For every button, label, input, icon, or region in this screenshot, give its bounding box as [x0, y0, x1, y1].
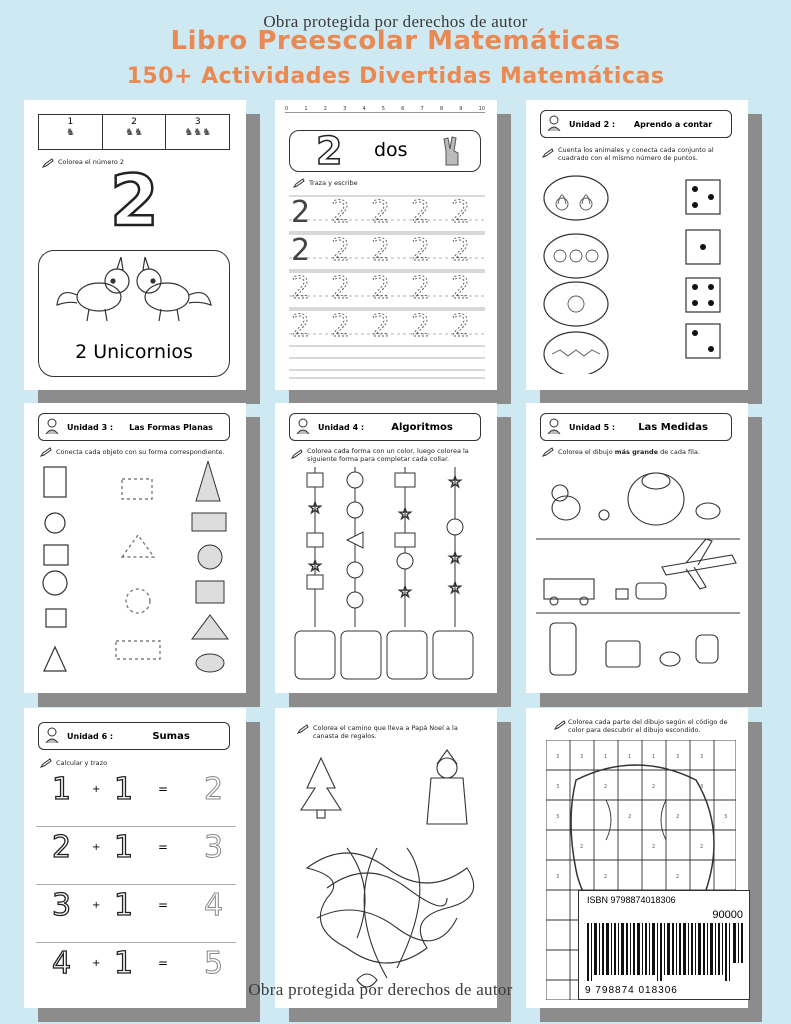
- instruction: Colorea el número 2: [58, 158, 125, 166]
- addend-b: 1: [114, 946, 134, 981]
- unit-name: Las Medidas: [638, 421, 708, 433]
- svg-text:3: 3: [676, 754, 680, 760]
- number-word: dos: [374, 139, 408, 161]
- price-code: 90000: [712, 909, 743, 921]
- svg-text:1: 1: [652, 754, 656, 760]
- unicorn-illustration: [49, 257, 219, 327]
- instruction: Colorea el dibujo más grande de cada fila.: [558, 448, 700, 456]
- student-icon: [45, 727, 59, 743]
- pencil-icon: [542, 148, 554, 158]
- svg-text:2: 2: [371, 233, 391, 268]
- pattern-necklaces: [289, 467, 489, 687]
- svg-text:3: 3: [556, 874, 560, 880]
- deer-icon: ♞♞: [125, 127, 143, 138]
- pencil-icon: [293, 178, 305, 188]
- unit-name: Algoritmos: [391, 421, 453, 433]
- svg-text:2: 2: [676, 874, 680, 880]
- instruction: Colorea el camino que lleva a Papá Noel a la canasta de regalos.: [313, 724, 458, 741]
- svg-text:3: 3: [556, 784, 560, 790]
- svg-text:2: 2: [451, 271, 471, 306]
- equals-sign: =: [158, 782, 169, 796]
- pencil-icon: [40, 447, 52, 457]
- shapes-exercise: [38, 461, 238, 686]
- pencil-icon: [291, 449, 303, 459]
- counting-exercise: [540, 174, 740, 374]
- svg-text:3: 3: [580, 754, 584, 760]
- instruction: Conecta cada objeto con su forma correspondiente.: [56, 448, 225, 456]
- unit-header: [38, 413, 230, 441]
- svg-text:2: 2: [411, 233, 431, 268]
- svg-text:2: 2: [331, 271, 351, 306]
- unit-name: Sumas: [152, 730, 190, 742]
- measure-drawings: [536, 463, 740, 683]
- svg-text:2: 2: [451, 233, 471, 268]
- svg-text:2: 2: [371, 195, 391, 230]
- svg-text:3: 3: [556, 754, 560, 760]
- svg-text:2: 2: [331, 195, 351, 230]
- plus-sign: +: [92, 958, 101, 969]
- svg-text:☆: ☆: [447, 578, 463, 597]
- svg-text:2: 2: [411, 271, 431, 306]
- student-icon: [45, 418, 59, 434]
- result-trace: 2: [204, 772, 224, 807]
- svg-text:2: 2: [291, 233, 311, 268]
- addend-b: 1: [114, 772, 134, 807]
- svg-text:2: 2: [451, 309, 471, 344]
- count-3: 3: [194, 117, 201, 127]
- unit-label: Unidad 5 :: [569, 422, 616, 432]
- student-icon: [547, 418, 561, 434]
- svg-text:☆: ☆: [307, 556, 323, 575]
- plus-sign: +: [92, 784, 101, 795]
- svg-text:3: 3: [700, 784, 704, 790]
- result-trace: 4: [204, 888, 224, 923]
- svg-text:2: 2: [411, 195, 431, 230]
- count-2: 2: [131, 117, 137, 127]
- instruction: Calcular y trazo: [56, 759, 108, 767]
- isbn-text: ISBN 9798874018306: [587, 895, 676, 905]
- svg-text:2: 2: [291, 309, 311, 344]
- svg-text:2: 2: [604, 874, 608, 880]
- unit-name: Las Formas Planas: [129, 422, 213, 432]
- sample-page-trace-two: [275, 100, 497, 390]
- svg-text:☆: ☆: [307, 498, 323, 517]
- svg-text:2: 2: [652, 844, 656, 850]
- plus-sign: +: [92, 900, 101, 911]
- svg-text:☆: ☆: [397, 582, 413, 601]
- svg-text:3: 3: [700, 754, 704, 760]
- equals-sign: =: [158, 840, 169, 854]
- santa-maze: [287, 748, 487, 998]
- result-trace: 3: [204, 830, 224, 865]
- pencil-icon: [40, 758, 52, 768]
- sample-page-counting: [526, 100, 748, 390]
- svg-text:2: 2: [371, 271, 391, 306]
- svg-text:2: 2: [676, 814, 680, 820]
- addend-b: 1: [114, 830, 134, 865]
- svg-text:2: 2: [291, 271, 311, 306]
- svg-text:3: 3: [724, 814, 728, 820]
- svg-text:1: 1: [628, 754, 632, 760]
- svg-text:2: 2: [451, 195, 471, 230]
- svg-text:2: 2: [291, 195, 311, 230]
- svg-text:2: 2: [331, 233, 351, 268]
- unit-header: [289, 413, 481, 441]
- number-header-box: [289, 130, 481, 172]
- sample-page-number-two: [24, 100, 246, 390]
- sum-row: [36, 888, 236, 943]
- unit-name: Aprendo a contar: [633, 119, 713, 129]
- instruction: Traza y escribe: [309, 179, 358, 187]
- addend-a: 2: [52, 830, 72, 865]
- svg-text:2: 2: [628, 814, 632, 820]
- unicorn-frame: [38, 250, 230, 377]
- unit-label: Unidad 4 :: [318, 422, 365, 432]
- svg-text:2: 2: [604, 784, 608, 790]
- unit-label: Unidad 2 :: [569, 119, 616, 129]
- tracing-lines: [289, 190, 485, 380]
- sample-page-maze: [275, 708, 497, 1008]
- counting-strip: [38, 114, 230, 150]
- unit-header: [38, 722, 230, 750]
- sample-page-shapes: [24, 403, 246, 693]
- svg-text:2: 2: [371, 309, 391, 344]
- addend-a: 3: [52, 888, 72, 923]
- unit-label: Unidad 6 :: [67, 731, 114, 741]
- instruction: Cuenta los animales y conecta cada conjunto al cuadrado con el mismo número de puntos.: [558, 146, 714, 163]
- barcode-bars: [587, 923, 743, 981]
- pencil-icon: [542, 447, 554, 457]
- book-title: Libro Preescolar Matemáticas: [170, 26, 621, 56]
- svg-text:☆: ☆: [447, 548, 463, 567]
- unit-header: [540, 110, 732, 138]
- equals-sign: =: [158, 956, 169, 970]
- deer-icon: ♞♞♞: [184, 127, 212, 138]
- pencil-icon: [554, 720, 566, 730]
- sample-page-measures: [526, 403, 748, 693]
- addend-a: 4: [52, 946, 72, 981]
- svg-text:☆: ☆: [397, 504, 413, 523]
- two-fingers-hand-icon: [440, 135, 464, 167]
- addend-a: 1: [52, 772, 72, 807]
- instruction: Colorea cada forma con un color, luego colorea la siguiente forma para completar cada collar.: [307, 447, 469, 464]
- unit-label: Unidad 3 :: [67, 422, 114, 432]
- sample-page-addition: [24, 708, 246, 1008]
- watermark-top: Obra protegida por derechos de autor: [263, 12, 528, 31]
- svg-text:2: 2: [652, 784, 656, 790]
- deer-icon: ♞: [65, 127, 75, 138]
- plus-sign: +: [92, 842, 101, 853]
- student-icon: [296, 418, 310, 434]
- sample-page-patterns: [275, 403, 497, 693]
- pencil-icon: [297, 724, 309, 734]
- svg-text:☆: ☆: [447, 472, 463, 491]
- addend-b: 1: [114, 888, 134, 923]
- instruction: Colorea cada parte del dibujo según el código de color para descubrir el dibujo escondido.: [568, 718, 728, 735]
- svg-text:2: 2: [580, 844, 584, 850]
- header-number: 2: [316, 129, 343, 173]
- svg-text:3: 3: [556, 814, 560, 820]
- svg-text:2: 2: [411, 309, 431, 344]
- sum-row: [36, 830, 236, 885]
- equals-sign: =: [158, 898, 169, 912]
- unit-header: [540, 413, 732, 441]
- watermark-bottom: Obra protegida por derechos de autor: [248, 980, 513, 999]
- result-trace: 5: [204, 946, 224, 981]
- book-subtitle: 150+ Actividades Divertidas Matemáticas: [126, 64, 665, 89]
- sum-row: [36, 772, 236, 827]
- barcode-number: 9 798874 018306: [585, 985, 678, 996]
- outlined-number: 2: [110, 160, 159, 242]
- unicorn-caption: 2 Unicornios: [75, 341, 193, 363]
- svg-text:1: 1: [604, 754, 608, 760]
- count-1: 1: [67, 117, 74, 127]
- pencil-icon: [42, 158, 54, 168]
- svg-text:2: 2: [700, 844, 704, 850]
- student-icon: [547, 115, 561, 131]
- svg-text:2: 2: [331, 309, 351, 344]
- number-ruler: 0 1 2 3 4 5 6 7 8 9 10: [285, 106, 485, 112]
